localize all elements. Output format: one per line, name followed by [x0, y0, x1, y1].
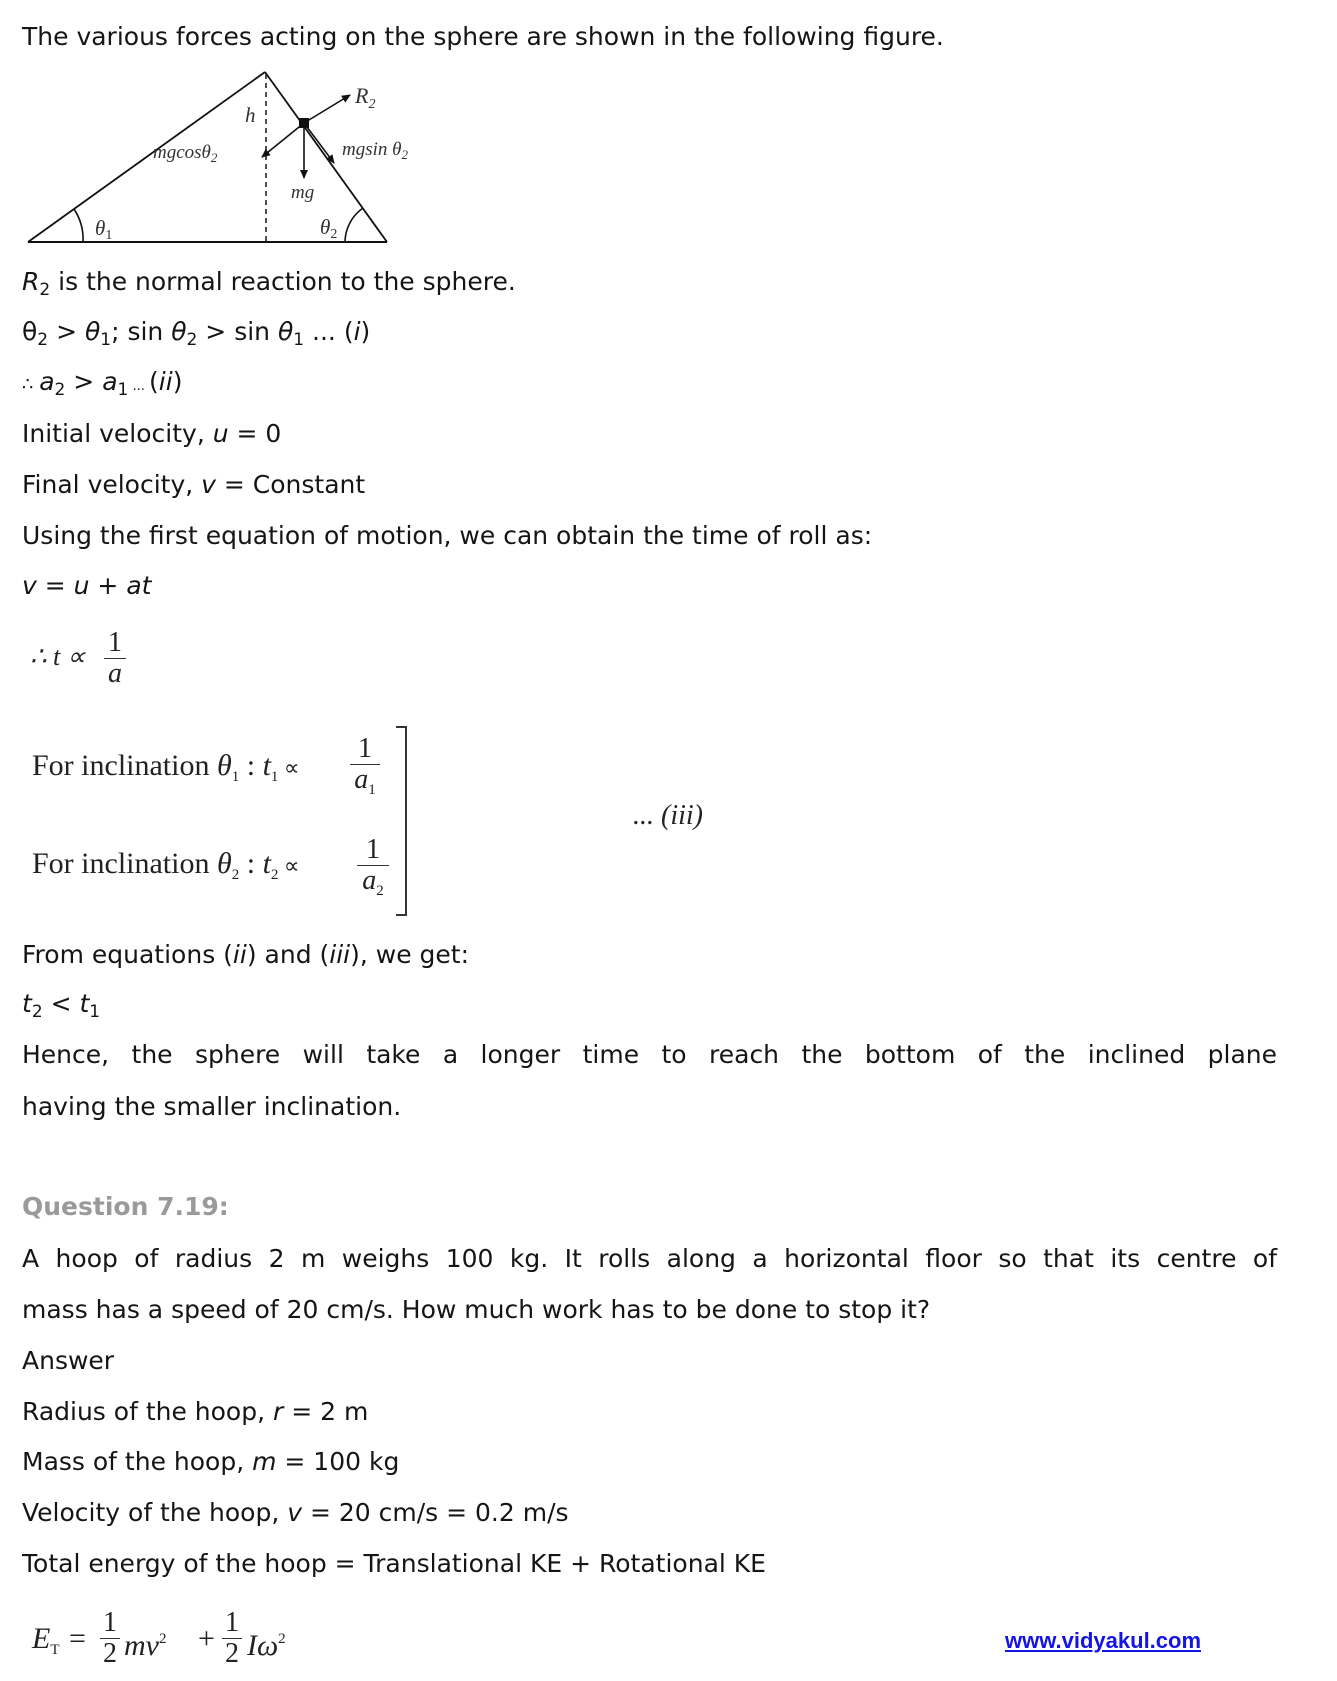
incline-left-edge: [28, 72, 265, 242]
theta1-symbol: θ: [277, 317, 294, 346]
question-title: Question 7.19:: [22, 1192, 229, 1221]
r2-text: is the normal reaction to the sphere.: [50, 267, 516, 296]
den-symbol: a: [354, 764, 369, 795]
theta1-arc: [74, 209, 83, 242]
hence-line-1: Hence, the sphere will take a longer time to reach the bottom of the inclined plane: [22, 1040, 1277, 1069]
inclination-row-2: [32, 847, 300, 892]
equation-ref: ii: [158, 367, 173, 396]
subscript: 1: [89, 1002, 101, 1022]
subscript: 1: [100, 330, 112, 350]
text-fragment: ): [172, 367, 183, 396]
label: For inclination: [32, 847, 217, 880]
t1-symbol: t: [79, 989, 90, 1018]
variable: u: [212, 419, 229, 448]
t-symbol: t: [262, 847, 271, 880]
t2-symbol: t: [22, 989, 32, 1018]
subscript: 2: [31, 1002, 43, 1022]
text-fragment: ): [360, 317, 371, 346]
force-diagram: [0, 0, 460, 260]
energy-lhs: [32, 1622, 86, 1667]
theta-symbol: θ: [216, 847, 232, 880]
subscript: 2: [37, 330, 49, 350]
label-theta2: θ2: [320, 215, 338, 242]
text-fragment: (: [149, 367, 159, 396]
subscript: 2: [376, 883, 384, 899]
label-r2: $R_2$: [355, 83, 376, 112]
colon: :: [239, 749, 263, 782]
variable: m: [252, 1447, 277, 1476]
right-bracket: [396, 726, 407, 916]
label: Final velocity,: [22, 470, 202, 499]
subscript: 2: [270, 867, 279, 883]
text-fragment: ) and (: [246, 940, 330, 969]
text-fragment: > sin: [197, 317, 278, 346]
dots: ...: [128, 379, 150, 394]
variable: v: [201, 470, 216, 499]
subscript: 1: [270, 769, 279, 785]
label-mg: mg: [291, 182, 315, 203]
label-theta1: θ1: [95, 216, 113, 243]
label: Radius of the hoop,: [22, 1397, 273, 1426]
equals-sign: =: [69, 1622, 86, 1655]
label: For inclination: [32, 749, 217, 782]
numerator: 1: [225, 1607, 239, 1638]
intro-text: The various forces acting on the sphere are shown in the following figure.: [22, 22, 944, 51]
numerator: 1: [366, 834, 380, 865]
question-text-line-1: A hoop of radius 2 m weighs 100 kg. It rolls along a horizontal floor so that its centre of: [22, 1244, 1277, 1273]
a2-symbol: a: [39, 367, 55, 396]
value: = 0: [228, 419, 282, 448]
label: Velocity of the hoop,: [22, 1498, 288, 1527]
given-mass: [22, 1447, 399, 1477]
a1-symbol: a: [102, 367, 118, 396]
proportional-symbol: ∝: [278, 755, 300, 780]
text-fragment: ), we get:: [350, 940, 470, 969]
theta2-symbol: θ: [171, 317, 187, 346]
label-h: h: [245, 103, 256, 127]
colon: :: [239, 847, 263, 880]
plus-sign: +: [198, 1622, 215, 1655]
superscript: 2: [158, 1631, 167, 1647]
subscript: 2: [186, 330, 198, 350]
acceleration-inequality: [22, 367, 182, 402]
equation-ref: i: [353, 317, 361, 346]
r2-symbol: R: [22, 267, 40, 296]
arrow-mgsin: [304, 123, 334, 163]
energy-fraction-1: [100, 1608, 120, 1669]
r2-subscript: 2: [39, 280, 51, 300]
inclination-1-fraction: [350, 734, 380, 805]
inclination-row-1: [32, 749, 300, 794]
using-first-equation: Using the first equation of motion, we can obtain the time of roll as:: [22, 521, 873, 550]
subscript: 2: [231, 867, 240, 883]
vidyakul-link[interactable]: www.vidyakul.com: [1005, 1628, 1202, 1653]
energy-term-1: [124, 1622, 166, 1663]
operator: >: [65, 367, 103, 396]
arrow-mgcos: [262, 123, 304, 157]
numerator: 1: [358, 733, 372, 764]
denominator: 2: [225, 1638, 239, 1669]
question-text-line-2: mass has a speed of 20 cm/s. How much work has to be done to stop it?: [22, 1295, 931, 1324]
t-symbol: t: [262, 749, 271, 782]
r2-statement: [22, 267, 516, 300]
theta-inequality: [22, 317, 371, 350]
hence-line-2: having the smaller inclination.: [22, 1092, 402, 1121]
theta2-symbol: θ: [22, 317, 38, 346]
value: = Constant: [215, 470, 366, 499]
equation-ref: iii: [329, 940, 351, 969]
text-fragment: ; sin: [111, 317, 172, 346]
denominator: 2: [103, 1638, 117, 1669]
subscript: 1: [368, 782, 376, 798]
answer-label: Answer: [22, 1346, 115, 1375]
value: = 100 kg: [276, 1447, 400, 1476]
equation-ref-iii: ... (iii): [633, 800, 703, 831]
denominator: [350, 765, 380, 805]
given-radius: [22, 1397, 368, 1427]
proportional-symbol: ∝: [278, 853, 300, 878]
initial-velocity: [22, 419, 281, 449]
operator: >: [48, 317, 85, 346]
label-mgcos: mgcosθ$_2$: [153, 142, 218, 165]
first-equation: v = u + at: [22, 571, 152, 600]
arrow-r2: [304, 95, 350, 123]
superscript: 2: [278, 1631, 286, 1647]
inclination-2-fraction: [357, 835, 389, 906]
subscript: 2: [54, 380, 66, 400]
value: = 2 m: [283, 1397, 369, 1426]
term: Iω: [247, 1629, 279, 1662]
energy-fraction-2: [222, 1608, 242, 1669]
energy-symbol: E: [32, 1622, 51, 1655]
label: Initial velocity,: [22, 419, 213, 448]
equation-ref: ii: [232, 940, 247, 969]
operator: <: [42, 989, 80, 1018]
label-mgsin: mgsin $\theta_2$: [342, 139, 408, 162]
energy-term-2: [247, 1622, 286, 1663]
proportion-lhs: ∴ t ∝: [30, 642, 86, 671]
therefore-symbol: ∴: [22, 374, 40, 395]
total-energy-statement: Total energy of the hoop = Translational KE + Rotational KE: [22, 1549, 766, 1578]
time-result: [22, 989, 101, 1022]
theta2-arc: [345, 208, 363, 242]
subscript: T: [50, 1642, 60, 1658]
den-symbol: a: [362, 865, 377, 896]
term: mv: [124, 1629, 159, 1662]
text-fragment: ... (: [304, 317, 354, 346]
variable: v: [287, 1498, 303, 1527]
subscript: 1: [293, 330, 305, 350]
subscript: 1: [231, 769, 240, 785]
theta-symbol: θ: [216, 749, 232, 782]
numerator: 1: [108, 627, 122, 658]
denominator: a: [108, 658, 122, 689]
value: = 20 cm/s = 0.2 m/s: [302, 1498, 569, 1527]
text-fragment: From equations (: [22, 940, 233, 969]
given-velocity: [22, 1498, 569, 1528]
numerator: 1: [103, 1607, 117, 1638]
label: Mass of the hoop,: [22, 1447, 253, 1476]
denominator: [357, 866, 389, 906]
theta1-symbol: θ: [84, 317, 101, 346]
subscript: 1: [117, 380, 129, 400]
variable: r: [273, 1397, 284, 1426]
final-velocity: [22, 470, 365, 500]
proportion-fraction: [104, 628, 126, 689]
from-equations: [22, 940, 469, 970]
